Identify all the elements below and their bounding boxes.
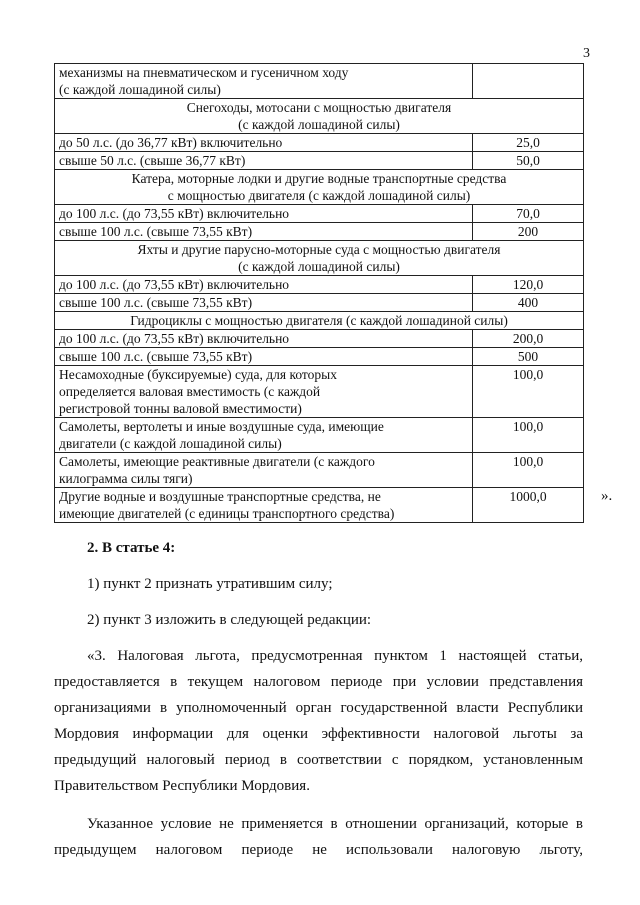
item-2-paragraph: 2) пункт 3 изложить в следующей редакции: [87, 612, 372, 628]
tax-rate-cell: 50,0 [473, 152, 584, 170]
tax-rate-cell: 120,0 [473, 276, 584, 294]
vehicle-category-cell [55, 348, 473, 366]
paragraph-line: Указанное условие не применяется в отношении организаций, которые в [87, 816, 583, 832]
table-row [55, 223, 584, 241]
table-row [55, 418, 584, 453]
tax-rate-cell: 25,0 [473, 134, 584, 152]
vehicle-category-text: Самолеты, вертолеты и иные воздушные суда, имеющие [59, 419, 384, 434]
table-row [55, 64, 584, 99]
vehicle-category-text: свыше 100 л.с. (свыше 73,55 кВт) [59, 224, 253, 239]
tax-rate-cell: 70,0 [473, 205, 584, 223]
paragraph-line: Мордовия информации для оценки эффективности налоговой льготы за [54, 726, 583, 742]
vehicle-category-text: до 100 л.с. (до 73,55 кВт) включительно [59, 331, 290, 346]
vehicle-category-text: до 100 л.с. (до 73,55 кВт) включительно [59, 206, 290, 221]
paragraph-line: организациями в уполномоченный орган государственной власти Республики [54, 700, 583, 716]
tax-rate-cell: 500 [473, 348, 584, 366]
vehicle-category-cell [55, 488, 473, 523]
vehicle-category-text: (с каждой лошадиной силы) [59, 82, 221, 97]
table-row [55, 152, 584, 170]
table-row [55, 205, 584, 223]
tax-rate-cell: 1000,0 [473, 488, 584, 523]
tax-rate-cell: 100,0 [473, 418, 584, 453]
vehicle-category-cell [55, 64, 473, 99]
item-1-paragraph: 1) пункт 2 признать утратившим силу; [87, 576, 333, 592]
vehicle-category-text: до 100 л.с. (до 73,55 кВт) включительно [59, 277, 290, 292]
vehicle-category-text: механизмы на пневматическом и гусеничном ходу [59, 65, 349, 80]
group-heading-text: Снегоходы, мотосани с мощностью двигателя [186, 100, 452, 115]
vehicle-category-cell [55, 134, 473, 152]
closing-quote: ». [601, 488, 613, 504]
vehicle-category-text: свыше 100 л.с. (свыше 73,55 кВт) [59, 349, 253, 364]
group-heading-cell [55, 241, 584, 276]
group-heading-text: с мощностью двигателя (с каждой лошадиной силы) [167, 188, 471, 203]
vehicle-category-text: Несамоходные (буксируемые) суда, для которых [59, 367, 337, 382]
tax-rate-cell: 200 [473, 223, 584, 241]
table-row [55, 488, 584, 523]
vehicle-category-text: свыше 100 л.с. (свыше 73,55 кВт) [59, 295, 253, 310]
vehicle-category-text: Самолеты, имеющие реактивные двигатели (с каждого [59, 454, 375, 469]
table-row [55, 134, 584, 152]
table-row [55, 453, 584, 488]
vehicle-category-cell [55, 223, 473, 241]
tax-rate-cell [473, 64, 584, 99]
vehicle-category-text: имеющие двигателей (с единицы транспортного средства) [59, 506, 395, 521]
table-row [55, 294, 584, 312]
point-3-condition-paragraph [54, 811, 583, 863]
paragraph-line: предоставляется в текущем налоговом периоде при условии представления [54, 674, 583, 690]
paragraph-line: «3. Налоговая льгота, предусмотренная пунктом 1 настоящей статьи, [87, 648, 583, 664]
vehicle-category-cell [55, 418, 473, 453]
tax-rate-table-body [55, 64, 584, 523]
table-group-row [55, 312, 584, 330]
article-heading-text: 2. В статье 4: [87, 540, 176, 556]
group-heading-text: Гидроциклы с мощностью двигателя (с каждой лошадиной силы) [130, 313, 508, 328]
tax-rate-cell: 100,0 [473, 453, 584, 488]
group-heading-text: (с каждой лошадиной силы) [238, 259, 400, 274]
vehicle-category-text: регистровой тонны валовой вместимости) [59, 401, 302, 416]
page-number: 3 [583, 46, 590, 61]
paragraph-line: предыдущий налоговый период в соответствии с порядком, установленным [54, 752, 583, 768]
paragraph-line: предыдущем налоговом периоде не использовали налоговую льготу, [54, 842, 583, 858]
vehicle-category-text: до 50 л.с. (до 36,77 кВт) включительно [59, 135, 283, 150]
vehicle-category-text: свыше 50 л.с. (свыше 36,77 кВт) [59, 153, 246, 168]
table-group-row [55, 241, 584, 276]
vehicle-category-cell [55, 294, 473, 312]
paragraph-line: Правительством Республики Мордовия. [54, 778, 310, 794]
table-row [55, 348, 584, 366]
vehicle-category-cell [55, 276, 473, 294]
vehicle-category-text: Другие водные и воздушные транспортные средства, не [59, 489, 381, 504]
group-heading-text: (с каждой лошадиной силы) [238, 117, 400, 132]
tax-rate-cell: 400 [473, 294, 584, 312]
table-row [55, 276, 584, 294]
vehicle-category-text: двигатели (с каждой лошадиной силы) [59, 436, 282, 451]
tax-rate-cell: 200,0 [473, 330, 584, 348]
table-row [55, 330, 584, 348]
table-row [55, 366, 584, 418]
group-heading-text: Катера, моторные лодки и другие водные транспортные средства [131, 171, 507, 186]
vehicle-category-cell [55, 453, 473, 488]
vehicle-category-text: определяется валовая вместимость (с каждой [59, 384, 321, 399]
article-heading [54, 535, 583, 561]
tax-rate-table [54, 63, 584, 523]
vehicle-category-text: килограмма силы тяги) [59, 471, 193, 486]
body-text [54, 535, 583, 863]
group-heading-text: Яхты и другие парусно-моторные суда с мощностью двигателя [137, 242, 501, 257]
group-heading-cell [55, 99, 584, 134]
vehicle-category-cell [55, 366, 473, 418]
point-3-paragraph [54, 643, 583, 799]
group-heading-cell [55, 312, 584, 330]
tax-rate-cell: 100,0 [473, 366, 584, 418]
table-group-row [55, 170, 584, 205]
table-group-row [55, 99, 584, 134]
vehicle-category-cell [55, 152, 473, 170]
vehicle-category-cell [55, 205, 473, 223]
vehicle-category-cell [55, 330, 473, 348]
group-heading-cell [55, 170, 584, 205]
